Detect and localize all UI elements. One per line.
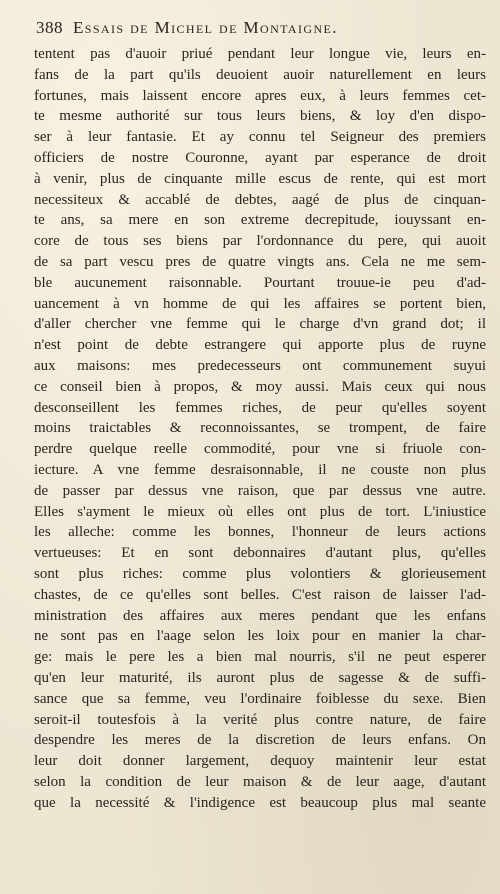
text-line: te ans, sa mere en son extreme decrepitude, iouyssant en- [34,212,486,229]
text-line: d'aller chercher vne femme qui le charge d'vn grand dot; il [34,316,486,333]
text-line: despendre les meres de la discretion de leurs enfans. On [34,732,486,749]
text-line: fans de la part qu'ils deuoient auoir naturellement en leurs [34,66,486,83]
text-line: de sa part vescu pres de quatre vingts ans. Cela ne me sem- [34,253,486,270]
text-line: de passer par dessus vne raison, que par dessus vne autre. [34,482,486,499]
text-line: ne sont pas en l'aage selon les loix pour en manier la char- [34,628,486,645]
text-line: moins traictables & reconnoissantes, se trompent, de faire [34,420,486,437]
text-line: sance que sa femme, veu l'ordinaire foiblesse du sexe. Bien [34,690,486,707]
text-line: iecture. A vne femme desraisonnable, il ne couste non plus [34,461,486,478]
text-line: ministration des affaires aux meres pendant que les enfans [34,607,486,624]
text-line: ge: mais le pere les a bien mal nourris, s'il ne peut esperer [34,649,486,666]
text-line: ser à leur fantasie. Et ay connu tel Seigneur des premiers [34,129,486,146]
text-line: sont plus riches: comme plus volontiers & glorieusement [34,565,486,582]
text-line: necessiteux & accablé de debtes, aagé de plus de cinquan- [34,191,486,208]
body-text [34,44,486,813]
text-line: Elles s'ayment le mieux où elles ont plus de tort. L'iniustice [34,503,486,520]
text-line: leur doit donner largement, dequoy maintenir leur estat [34,753,486,770]
text-line: uancement à vn homme de qui les affaires se portent bien, [34,295,486,312]
text-line: tentent pas d'auoir priué pendant leur longue vie, leurs en- [34,46,486,62]
text-line: qu'en leur maturité, ils auront plus de sagesse & de suffi- [34,669,486,686]
text-line: n'est point de debte estrangere qui apporte plus de ruyne [34,337,486,354]
text-line: core de tous ses biens par l'ordonnance du pere, qui auoit [34,233,486,250]
text-line: vertueuses: Et en sont debonnaires d'autant plus, qu'elles [34,545,486,562]
text-line: seroit-il toutesfois à la verité plus contre nature, de faire [34,711,486,728]
text-line: fortunes, mais laissent encore apres eux, à leurs femmes cet- [34,87,486,104]
text-line: à venir, plus de cinquante mille escus de rente, qui est mort [34,170,486,187]
text-line: ce conseil bien à propos, & moy aussi. Mais ceux qui nous [34,378,486,395]
text-line: perdre quelque reelle commodité, pour vne si friuole con- [34,441,486,458]
text-line: que la necessité & l'indigence est beaucoup plus mal seante [34,794,486,811]
running-head [36,18,476,40]
text-line: officiers de nostre Couronne, ayant par esperance de droit [34,149,486,166]
text-line: ble aucunement raisonnable. Pourtant trouue-ie peu d'ad- [34,274,486,291]
text-line: desconseillent les femmes riches, de peur qu'elles soyent [34,399,486,416]
running-title: Essais de Michel de Montaigne. [73,18,338,37]
text-line: te mesme authorité sur tous leurs biens, & loy d'en dispo- [34,108,486,125]
text-line: selon la condition de leur maison & de leur aage, d'autant [34,773,486,790]
text-line: chastes, de ce qu'elles sont belles. C'est raison de laisser l'ad- [34,586,486,603]
text-line: aux maisons: mes predecesseurs ont communement suyui [34,357,486,374]
page-number: 388 [36,18,63,37]
text-line: les alleche: comme les bonnes, l'honneur de leurs actions [34,524,486,541]
